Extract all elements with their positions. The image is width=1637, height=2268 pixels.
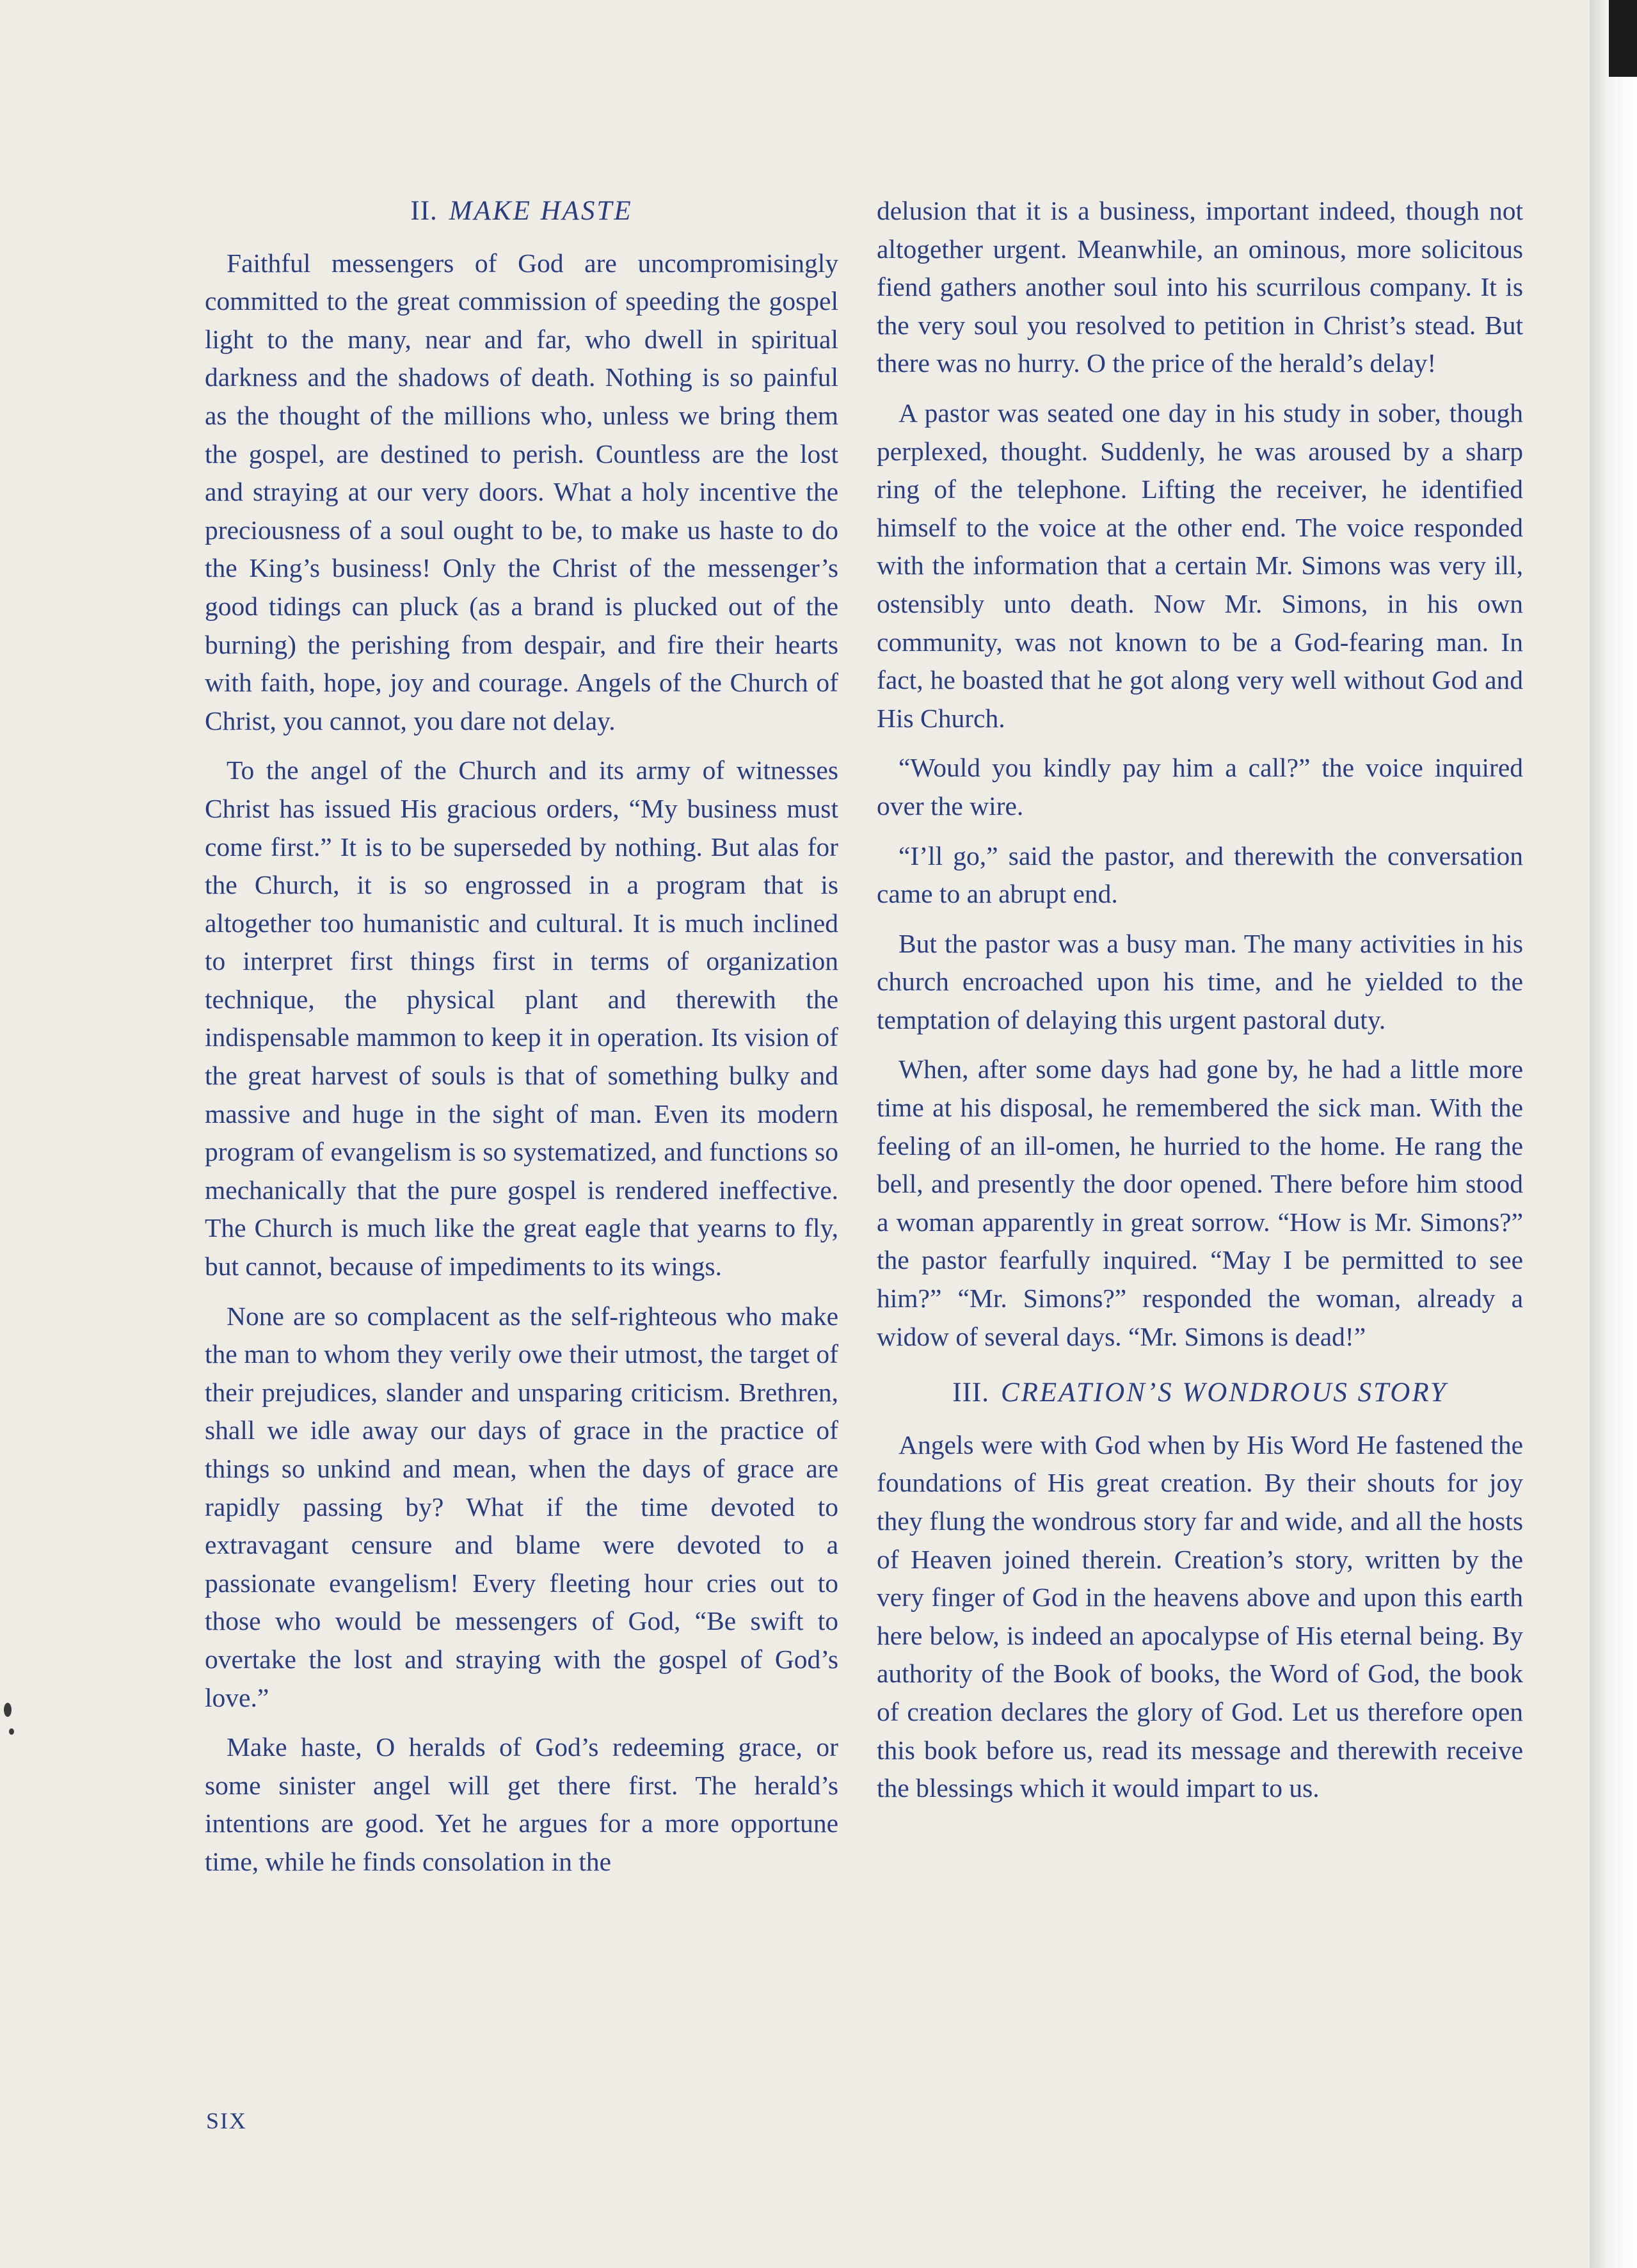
section-title: CREATION’S WONDROUS STORY xyxy=(1000,1378,1448,1408)
section-title: MAKE HASTE xyxy=(449,196,633,226)
paragraph: A pastor was seated one day in his study in sober, though perplexed, thought. Suddenly, he was aroused by a sharp ring of the telephone. Lifting the receiver, he identified himself to the voice at the other end. The voice responded with the information that a certain Mr. Simons was very ill, ostensibly unto death. Now Mr. Simons, in his own community, was not known to be a God-fearing man. In fact, he boasted that he got along very well without God and His Church. xyxy=(877,398,1523,733)
section-heading-make-haste xyxy=(205,192,838,230)
paragraph: To the angel of the Church and its army of witnesses Christ has issued His gracious orders, “My business must come first.” It is to be superseded by nothing. But alas for the Church, it is so engrossed in a program that is altogether too humanistic and cultural. It is much inclined to interpret first things first in terms of organization technique, the physical plant and therewith the indispensable mammon to keep it in operation. Its vision of the great harvest of souls is that of something bulky and massive and huge in the sight of man. Even its modern program of evangelism is so systematized, and functions so mechanically that the pure gospel is rendered ineffective. The Church is much like the great eagle that yearns to fly, but cannot, because of impediments to its wings. xyxy=(205,755,838,1282)
paragraph: But the pastor was a busy man. The many activities in his church encroached upon his time, and he yielded to the temptation of delaying this urgent pastoral duty. xyxy=(877,928,1523,1034)
paragraph: Faithful messengers of God are uncompromisingly committed to the great commission of speeding the gospel light to the many, near and far, who dwell in spiritual darkness and the shadows of death. Nothing is so painful as the thought of the millions who, unless we bring them the gospel, are destined to perish. Countless are the lost and straying at our very doors. What a holy incentive the preciousness of a soul ought to be, to make us haste to do the King’s business! Only the Christ of the messenger’s good tidings can pluck (as a brand is plucked out of the burning) the perishing from despair, and fire their hearts with faith, hope, joy and courage. Angels of the Church of Christ, you cannot, you dare not delay. xyxy=(205,248,838,736)
paragraph: Angels were with God when by His Word He fastened the foundations of His great creation. By their shouts for joy they flung the wondrous story far and wide, and all the hosts of Heaven joined therein. Creation’s story, written by the very finger of God in the heavens above and upon this earth here below, is indeed an apocalypse of His eternal being. By authority of the Book of books, the Word of God, the book of creation declares the glory of God. Let us therefore open this book before us, read its message and therewith receive the blessings which it would impart to us. xyxy=(877,1429,1523,1803)
paragraph: “Would you kindly pay him a call?” the voice inquired over the wire. xyxy=(877,753,1523,821)
paragraph: Make haste, O heralds of God’s redeeming grace, or some sinister angel will get there first. The herald’s intentions are good. Yet he argues for a more opportune time, while he finds consolation in the xyxy=(205,1732,838,1876)
paper-speck xyxy=(4,1703,12,1717)
scan-corner-shadow xyxy=(1609,0,1637,77)
continued-paragraph: delusion that it is a business, important indeed, though not altogether urgent. Meanwhile, an ominous, more solicitous fiend gathers another soul into his scurrilous company. It is the very soul you resolved to petition in Christ’s stead. But there was no hurry. O the price of the herald’s delay! xyxy=(877,196,1523,378)
right-column xyxy=(877,192,1523,1819)
paragraph: “I’ll go,” said the pastor, and therewith the conversation came to an abrupt end. xyxy=(877,840,1523,909)
paragraph: None are so complacent as the self-righteous who make the man to whom they verily owe their utmost, the target of their prejudices, slander and unsparing criticism. Brethren, shall we idle away our days of grace in the practice of things so unkind and mean, when the days of grace are rapidly passing by? What if the time devoted to extravagant censure and blame were devoted to a passionate evangelism! Every fleeting hour cries out to those who would be messengers of God, “Be swift to overtake the lost and straying with the gospel of God’s love.” xyxy=(205,1301,838,1712)
paragraph: When, after some days had gone by, he had a little more time at his disposal, he remembered the sick man. With the feeling of an ill-omen, he hurried to the home. He rang the bell, and presently the door opened. There before him stood a woman apparently in great sorrow. “How is Mr. Simons?” the pastor fearfully inquired. “May I be permitted to see him?” “Mr. Simons?” responded the woman, already a widow of several days. “Mr. Simons is dead!” xyxy=(877,1054,1523,1351)
section-number: II. xyxy=(410,196,438,226)
left-column xyxy=(205,192,838,1893)
section-number: III. xyxy=(952,1378,989,1408)
section-heading-creation xyxy=(877,1374,1523,1412)
paper-speck xyxy=(9,1728,14,1735)
page-edge xyxy=(1590,0,1637,2268)
page-number: SIX xyxy=(206,2108,248,2134)
